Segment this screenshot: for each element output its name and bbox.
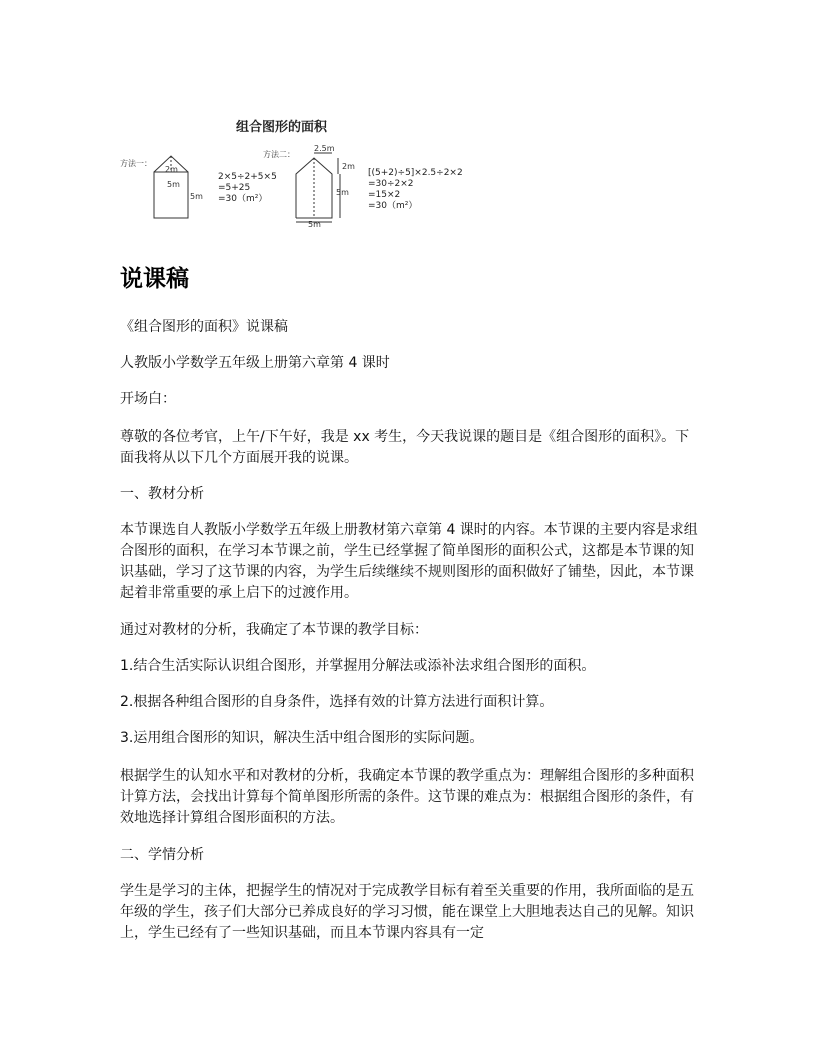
key-points-paragraph: 根据学生的认知水平和对教材的分析，我确定本节课的教学重点为：理解组合图形的多种面积计算方法，会找出计算每个简单图形所需的条件。这节课的难点为：根据组合图形的条件，有效地选择计算组合图形面积的方法。	[120, 768, 694, 826]
method1-dim-2m: 2m	[165, 165, 178, 174]
method2-dim-2m: 2m	[342, 162, 355, 171]
objective-item: 3.运用组合图形的知识，解决生活中组合图形的实际问题。	[120, 730, 484, 746]
section-heading-material: 一、教材分析	[120, 486, 204, 502]
method2-eq-line: =30（m²）	[368, 201, 418, 211]
method2-eq-line: [(5+2)÷5]×2.5÷2×2	[368, 168, 463, 178]
opening-label: 开场白：	[120, 391, 176, 407]
document-heading: 说课稿	[120, 266, 189, 292]
lesson-title: 《组合图形的面积》说课稿	[120, 319, 288, 335]
figure-title: 组合图形的面积	[236, 120, 328, 135]
method1-dim-side: 5m	[190, 192, 203, 201]
objectives-intro: 通过对教材的分析，我确定了本节课的教学目标：	[120, 622, 428, 638]
opening-paragraph: 尊敬的各位考官，上午/下午好，我是 xx 考生，今天我说课的题目是《组合图形的面积》。下面我将从以下几个方面展开我的说课。	[120, 429, 690, 466]
method2-eq-line: =15×2	[368, 190, 401, 200]
section-heading-students: 二、学情分析	[120, 847, 204, 863]
method1-eq-line: 2×5÷2+5×5	[218, 172, 277, 182]
method2-label: 方法二：	[263, 150, 295, 159]
objective-item: 2.根据各种组合图形的自身条件，选择有效的计算方法进行面积计算。	[120, 694, 554, 710]
method1-label: 方法一：	[120, 159, 152, 168]
method1-eq-line: =5+25	[218, 183, 251, 193]
method2-dim-side: 5m	[336, 188, 349, 197]
composite-area-figure	[118, 108, 478, 230]
method1-equation	[218, 172, 277, 205]
method2-eq-line: =30÷2×2	[368, 179, 414, 189]
material-paragraph: 本节课选自人教版小学数学五年级上册教材第六章第 4 课时的内容。本节课的主要内容是求组合图形的面积，在学习本节课之前，学生已经掌握了简单图形的面积公式，这都是本节课的知识基础，学习了这节课的内容，为学生后续继续不规则图形的面积做好了铺垫，因此，本节课起着非常重要的承上启下的过渡作用。	[120, 522, 698, 601]
method2-dim-top: 2.5m	[314, 144, 335, 153]
students-paragraph: 学生是学习的主体，把握学生的情况对于完成教学目标有着至关重要的作用，我所面临的是五年级的学生，孩子们大部分已养成良好的学习习惯，能在课堂上大胆地表达自己的见解。知识上，学生已经有了一些知识基础，而且本节课内容具有一定	[120, 883, 694, 941]
method2-shape	[296, 153, 340, 222]
method1-dim-inner: 5m	[167, 180, 180, 189]
lesson-source: 人教版小学数学五年级上册第六章第 4 课时	[120, 355, 390, 371]
objective-item: 1.结合生活实际认识组合图形，并掌握用分解法或添补法求组合图形的面积。	[120, 658, 596, 674]
method2-equation	[368, 168, 463, 212]
method2-dim-bottom: 5m	[308, 220, 321, 229]
method1-eq-line: =30（m²）	[218, 194, 268, 204]
